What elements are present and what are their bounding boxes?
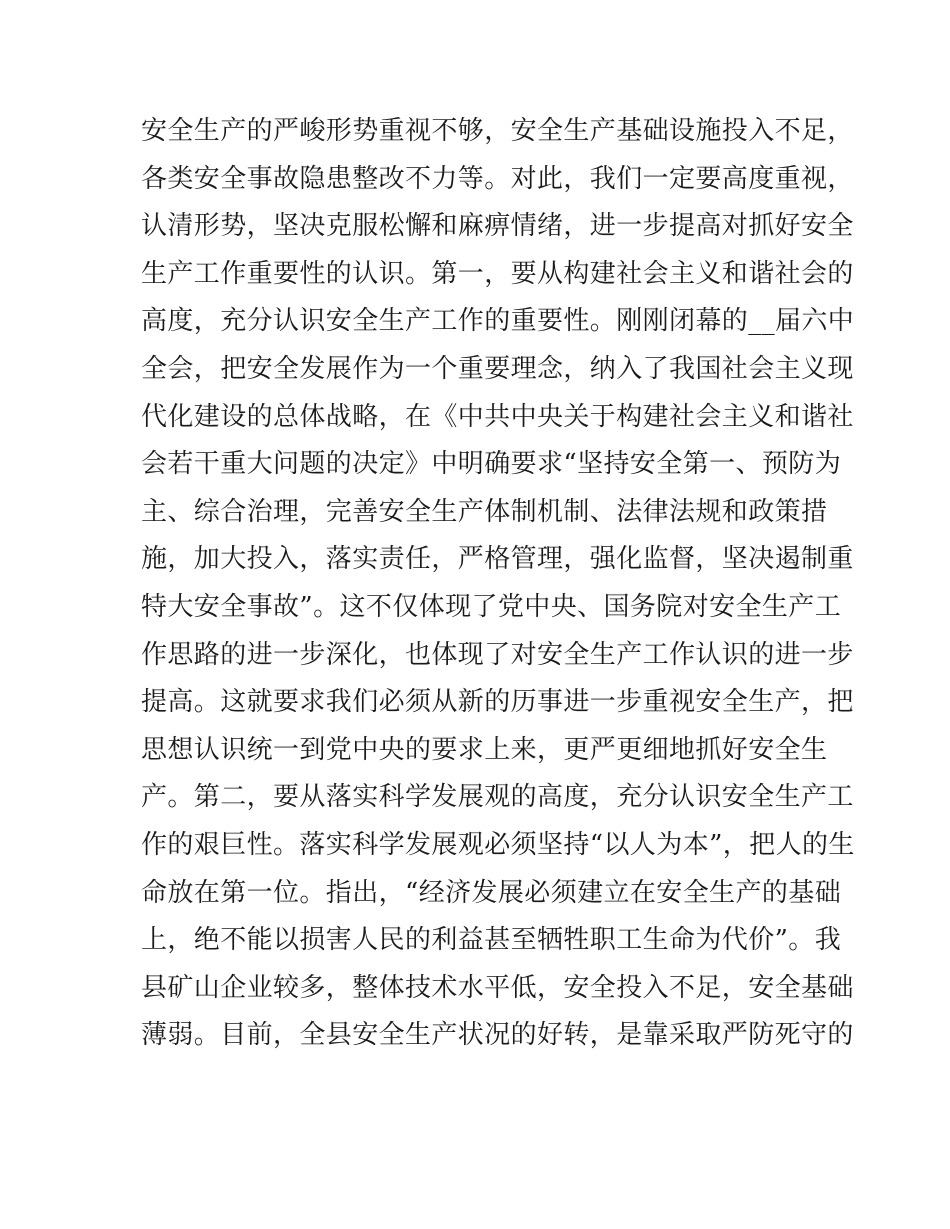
text-line: 上，绝不能以损害人民的利益甚至牺牲职工生命为代价”。我 (141, 925, 842, 956)
text-line: 会若干重大问题的决定》中明确要求“坚持安全第一、预防为 (141, 449, 842, 480)
text-line: 施，加大投入，落实责任，严格管理，强化监督，坚决遏制重 (141, 544, 854, 575)
text-line: 作的艰巨性。落实科学发展观必须坚持“以人为本”，把人的生 (141, 829, 855, 860)
text-line: 代化建设的总体战略，在《中共中央关于构建社会主义和谐社 (141, 401, 854, 432)
text-line: 各类安全事故隐患整改不力等。对此，我们一定要高度重视， (141, 163, 854, 194)
text-line: 薄弱。目前，全县安全生产状况的好转，是靠采取严防死守的 (141, 1020, 854, 1051)
text-line: 主、综合治理，完善安全生产体制机制、法律法规和政策措 (141, 496, 828, 527)
text-line: 生产工作重要性的认识。第一，要从构建社会主义和谐社会的 (141, 258, 854, 289)
text-line: 作思路的进一步深化，也体现了对安全生产工作认识的进一步 (141, 639, 854, 670)
text-line: 县矿山企业较多，整体技术水平低，安全投入不足，安全基础 (141, 972, 854, 1003)
body-text (141, 108, 855, 1060)
text-line: 特大安全事故”。这不仅体现了党中央、国务院对安全生产工 (141, 591, 842, 622)
text-line: 命放在第一位。指出，“经济发展必须建立在安全生产的基础 (141, 877, 842, 908)
text-line: 产。第二，要从落实科学发展观的高度，充分认识安全生产工 (141, 782, 854, 813)
text-line: 高度，充分认识安全生产工作的重要性。刚刚闭幕的__届六中 (141, 306, 855, 337)
text-line: 安全生产的严峻形势重视不够，安全生产基础设施投入不足， (141, 116, 854, 146)
text-line: 提高。这就要求我们必须从新的历事进一步重视安全生产，把 (141, 687, 854, 718)
text-line: 认清形势，坚决克服松懈和麻痹情绪，进一步提高对抓好安全 (141, 211, 854, 242)
text-line: 全会，把安全发展作为一个重要理念，纳入了我国社会主义现 (141, 353, 854, 384)
text-line: 思想认识统一到党中央的要求上来，更严更细地抓好安全生 (141, 734, 828, 765)
